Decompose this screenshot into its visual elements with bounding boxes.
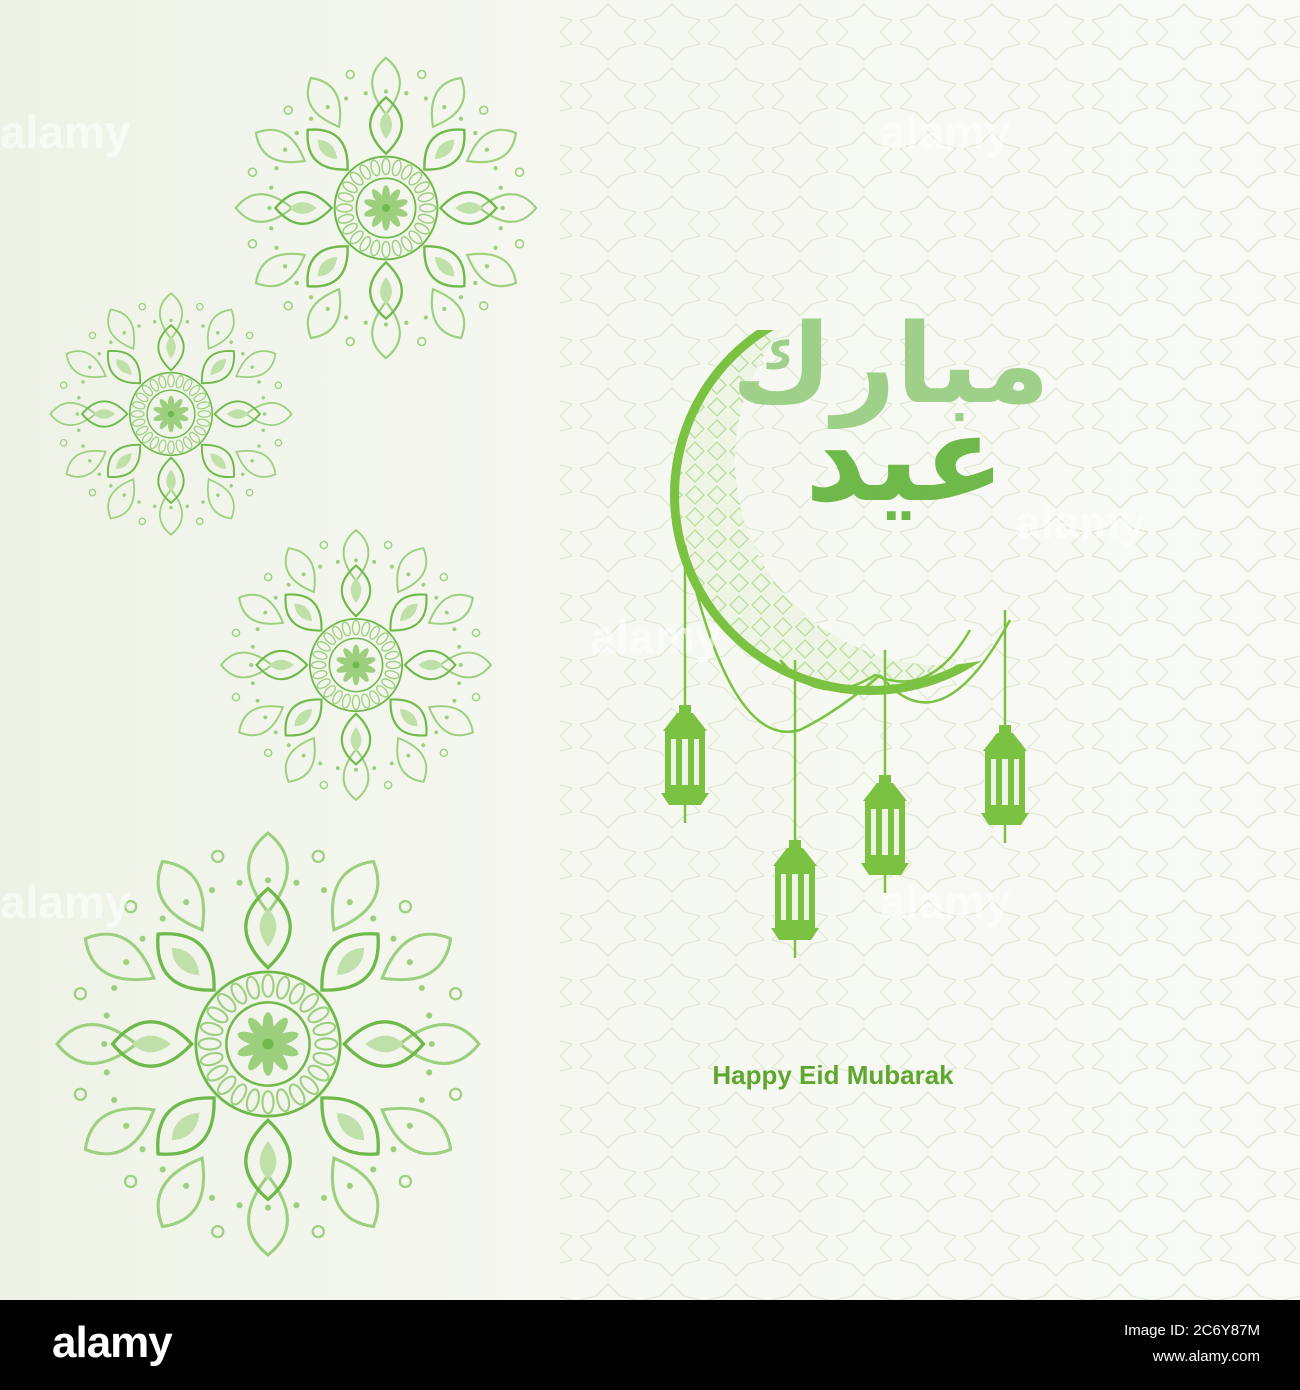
image-info [1124, 1318, 1260, 1370]
watermark: alamy [0, 106, 131, 158]
lantern-icon [981, 725, 1029, 843]
watermark: alamy [880, 106, 1011, 158]
lantern-icon [771, 840, 819, 958]
image-id: Image ID: 2C6Y87M [1124, 1322, 1260, 1339]
watermark: alamy [590, 611, 721, 663]
arabic-mubarak: مبارك [731, 300, 1050, 428]
watermark: alamy [0, 876, 131, 928]
site-url: www.alamy.com [1152, 1348, 1260, 1365]
watermark: alamy [1015, 496, 1146, 548]
greeting-title: Happy Eid Mubarak [712, 1060, 954, 1090]
mandala-upper-left [44, 282, 298, 546]
lantern-icon [661, 705, 709, 823]
watermark: alamy [880, 876, 1011, 928]
mandala-middle [214, 518, 498, 812]
alamy-logo: alamy [52, 1318, 172, 1367]
arabic-calligraphy [731, 260, 1050, 530]
stock-footer-bar [0, 1300, 1300, 1390]
arabic-eid: عيد [804, 390, 1006, 529]
